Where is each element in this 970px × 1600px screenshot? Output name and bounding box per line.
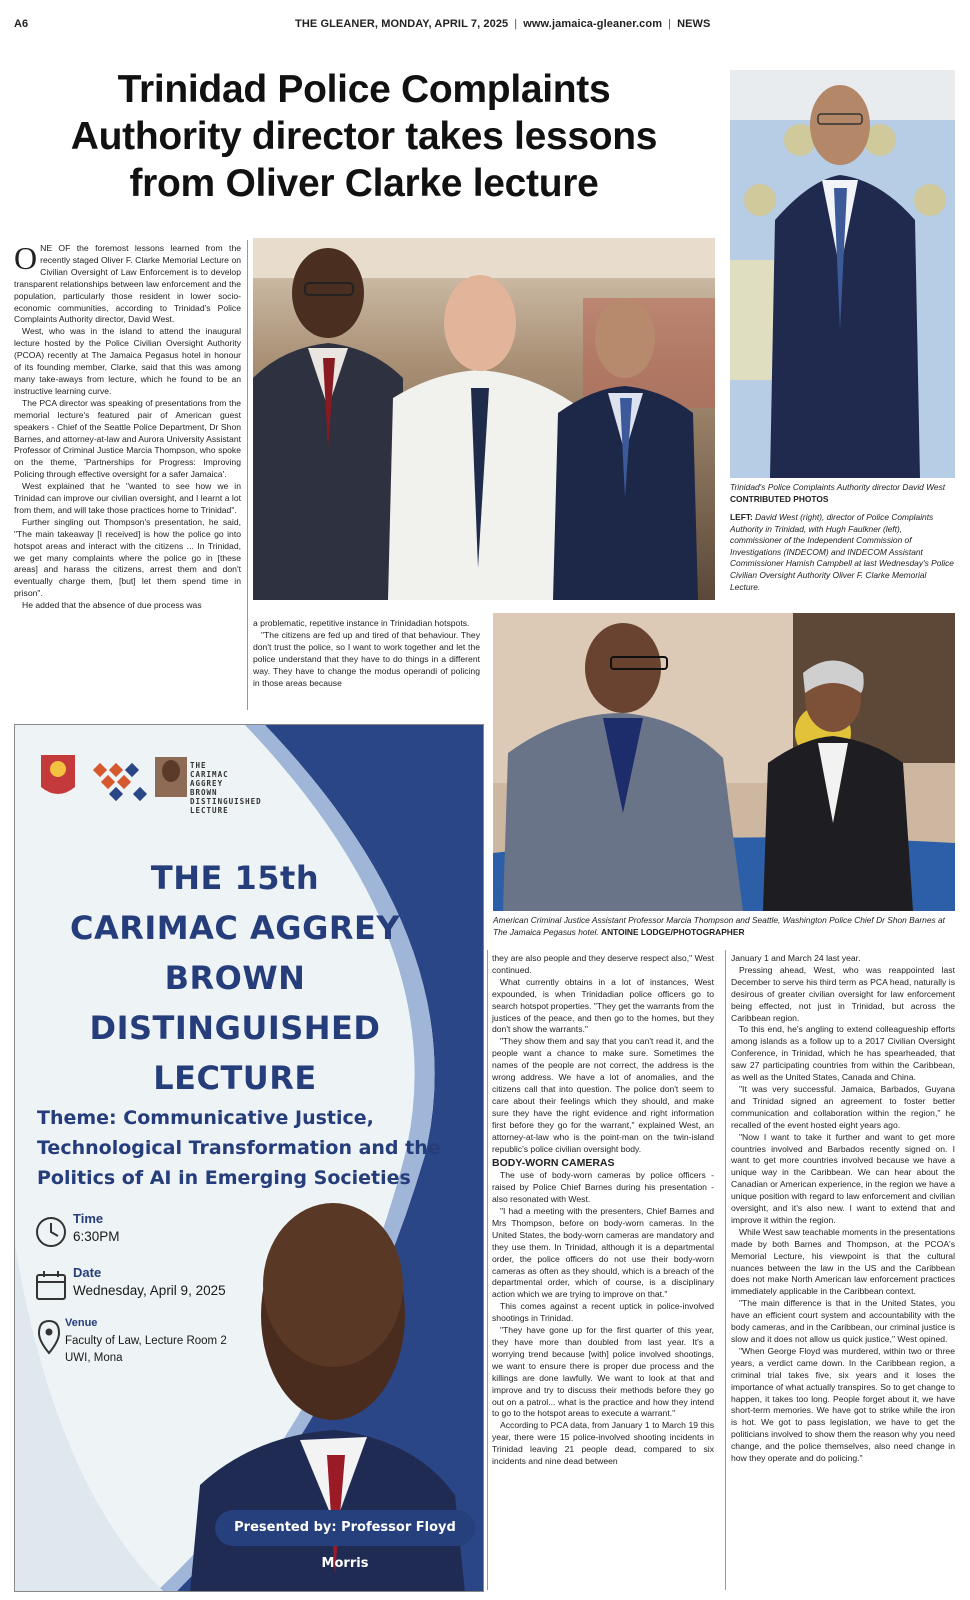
paragraph: West explained that he "wanted to see how we in Trinidad can improve our civilian oversight, and I learnt a lot from them, and will take those practices home to Trinidad".: [14, 481, 241, 515]
paragraph: The PCA director was speaking of presentations from the memorial lecture's featured pair of American guest speakers - Chief of the Seattle Police Department, Dr Shon Barnes, and attorney-at-law and Aurora University Assistant Professor of Criminal Justice Marcia Thompson, who spoke on the theme, 'Partnerships for Progress: Improving Policing through effective oversight for a safer Jamaica'.: [14, 397, 241, 480]
paragraph: This comes against a recent uptick in police-involved shootings in Trinidad.: [492, 1301, 714, 1324]
david-west-photo: [730, 70, 955, 478]
paragraph: The use of body-worn cameras by police officers - raised by Police Chief Barnes during his presentation - also resonated with West.: [492, 1170, 714, 1205]
article-column-3: [492, 953, 714, 1468]
lecture-logo-text: THE CARIMAC AGGREY BROWN DISTINGUISHED LECTURE: [190, 761, 262, 815]
column-divider: [247, 240, 248, 710]
thompson-barnes-photo: [493, 613, 955, 911]
caption-text: Trinidad's Police Complaints Authority director David West: [730, 482, 946, 492]
paragraph: While West saw teachable moments in the presentations made by both Barnes and Thompson, at the PCOA's Memorial Lecture, his viewpoint is that the cultural nuances between the law in the US and the Caribbean does not make North American law enforcement practices immediately applicable in the Caribbean context.: [731, 1226, 955, 1297]
paragraph: West, who was in the island to attend the inaugural lecture hosted by the Police Civilian Oversight Authority (PCOA) recently at The Jamaica Pegasus hotel in honour of its founding member, Clarke, said that this was among many take-aways from lecture, which he found to be an instructive learning curve.: [14, 326, 241, 396]
time-value: 6:30PM: [73, 1229, 120, 1244]
paragraph: Pressing ahead, West, who was reappointed last December to serve his third term as PCA head, naturally is desirous of greater civilian oversight for law enforcement being effected, not just in Trinidad, but across the Caribbean region.: [731, 964, 955, 1023]
caption-text: American Criminal Justice Assistant Professor Marcia Thompson and Seattle, Washington Police Chief Dr Shon Barnes at The Jamaica Pegasus hotel.: [493, 915, 945, 937]
paragraph: "Now I want to take it further and want to get more countries involved and Barbados recently signed on. I want to get more countries involved because we have a unique way in the Caribbean. We can hear about the Canadian or American experience, in the region we have a unique position with regard to law enforcement and civilian oversight, and it's also new. I want to extend that and improve it within the region.: [731, 1131, 955, 1225]
paragraph: To this end, he's angling to extend colleagueship efforts among islands as a follow up to a 2017 Civilian Oversight Conference, in Trinidad, which he has spearheaded, that saw 27 participating countries from within the Caribbean, as well as the United States, Canada and China.: [731, 1024, 955, 1083]
paragraph: a problematic, repetitive instance in Trinidadian hotspots.: [253, 618, 470, 628]
paragraph: "It was very successful. Jamaica, Barbados, Guyana and Trinidad signed an agreement to foster better communication and collaboration within the region," he recalled of the event hosted eight years ago.: [731, 1083, 955, 1130]
paragraph: ONE OF the foremost lessons learned from the recently staged Oliver F. Clarke Memorial Lecture on Civilian Oversight of Law Enforcement is to develop transparent relationships between law enforcement and the population, particularly those resident in lower socio-economic communities, according to Trinidad's Police Complaints Authority director, David West.: [14, 240, 241, 325]
column-divider: [725, 950, 726, 1590]
paragraph: Further singling out Thompson's presentation, he said, "The main takeaway [I received] is how the police go into hotspot areas and interact with the citizens ... In Trinidad, we get many complaints where the police go in [these areas] and harass the citizens, arrest them and don't eventually charge them, [but] let them spend time in prison".: [14, 516, 241, 599]
paragraph: January 1 and March 24 last year.: [731, 953, 861, 963]
paragraph: "When George Floyd was murdered, within two or three years, a verdict came down. In the Caribbean region, a criminal trial takes five, six years and it loses the importance of what actually transpires. So to get change to happen, it takes too long. People forget about it, we have short-term memories. We have got to strike while the iron is hot. We got to pass legislation, we have to get the politicians involved to show them the reason why you need change, and the police themselves, also need change in how they operate and do policing.": [731, 1345, 955, 1464]
caption-david-west: [730, 482, 955, 505]
article-column-1: [14, 240, 241, 612]
venue-value: Faculty of Law, Lecture Room 2 UWI, Mona: [65, 1335, 227, 1364]
website-link[interactable]: www.jamaica-gleaner.com: [523, 18, 663, 30]
date-value: Wednesday, April 9, 2025: [73, 1283, 226, 1298]
photo-credit: ANTOINE LODGE/PHOTOGRAPHER: [601, 926, 745, 937]
headline: [14, 66, 714, 207]
paragraph: According to PCA data, from January 1 to March 19 this year, there were 15 police-involved shooting incidents in Trinidad leaving 21 people dead, compared to six incidents and nine dead between: [492, 1420, 714, 1467]
time-label: Time: [73, 1211, 104, 1226]
photo-credit: CONTRIBUTED PHOTOS: [730, 493, 829, 504]
paragraph: "The citizens are fed up and tired of that behaviour. They don't trust the police, so I want to work together and let the police understand that they have to do things in a different way. They have to change the modus operandi of policing in those areas because: [253, 629, 480, 688]
paragraph: What currently obtains in a lot of instances, West expounded, is when Trinidadian police officers go to search hotspot properties. "They get the warrants from the justices of the peace, and then go to the homes, but they don't show the warrants.": [492, 976, 714, 1035]
paragraph: He added that the absence of due process was: [22, 600, 202, 611]
paragraph: "The main difference is that in the United States, you have an efficient court system and accountability with the body cameras, and in the Caribbean, our criminal justice is slow and it does not allow us quick justice," West opined.: [731, 1298, 955, 1344]
paragraph: they are also people and they deserve respect also," West continued.: [492, 953, 714, 975]
paragraph: "They show them and say that you can't read it, and the people want a chance to make sure. Sometimes the names of the people are not correct, the address is the wrong address. We have a lot of anomalies, and the citizens call that into question. The police don't seem to care about their feelings which they should, and make sure they have the right evidence and right information first before they go for the warrant," explained West, an attorney-at-law who is the point-man on the twin-island republic's police civilian oversight body.: [492, 1036, 714, 1154]
group-photo: [253, 238, 715, 600]
caption-lead: LEFT:: [730, 512, 753, 522]
caption-text: David West (right), director of Police Complaints Authority in Trinidad, with Hugh Faulkner (left), commissioner of the Independent Commission of Investigations (INDECOM) and INDECOM Assistant Commissioner Hamish Campbell at last Wednesday's Police Civilian Oversight Authority Oliver F. Clarke Memorial Lecture.: [730, 512, 954, 592]
paper-date: THE GLEANER, MONDAY, APRIL 7, 2025: [295, 18, 509, 30]
headline-line: Authority director takes lessons: [70, 115, 658, 158]
headline-line: Trinidad Police Complaints: [117, 68, 611, 111]
flyer-title: THE 15th CARIMAC AGGREY BROWN DISTINGUISHED LECTURE: [70, 859, 400, 1097]
venue-label: Venue: [65, 1317, 98, 1329]
caption-group-photo: [730, 512, 955, 593]
article-column-2: [253, 618, 480, 689]
column-divider: [487, 950, 488, 1590]
drop-cap: O: [14, 240, 38, 276]
presented-by-banner: Presented by: Professor Floyd Morris: [215, 1510, 475, 1546]
paragraph: "I had a meeting with the presenters, Chief Barnes and Mrs Thompson, before on body-worn cameras. In the United States, the body-worn cameras are mandatory and they use them. In Trinidad, although it is a departmental order, the police officers do not use their body-worn cameras as often as they should, which is a breach of the departmental order, which of course, is a disciplinary action which we are trying to improve on that.": [492, 1206, 714, 1300]
subhead: BODY-WORN CAMERAS: [492, 1157, 615, 1170]
paragraph: "They have gone up for the first quarter of this year, they have more than doubled from last year. It's a worrying trend because [with] police involved shootings, we want to ensure there is proper due process and the killings are done lawfully. We want to look at that and improve and try to discuss their methods before they go out on a patrol... what is the practice and how they intend to go to the hotspot areas to execute a warrant.": [492, 1325, 714, 1419]
flyer-theme: Theme: Communicative Justice, Technological Transformation and the Politics of AI in Emerging Societies: [37, 1107, 441, 1189]
section-label: NEWS: [677, 18, 711, 30]
lecture-flyer: [14, 724, 484, 1592]
page-number: A6: [14, 18, 29, 30]
headline-line: from Oliver Clarke lecture: [129, 162, 599, 205]
date-label: Date: [73, 1265, 102, 1280]
caption-meeting-photo: [493, 915, 955, 938]
article-column-4: [731, 953, 955, 1465]
